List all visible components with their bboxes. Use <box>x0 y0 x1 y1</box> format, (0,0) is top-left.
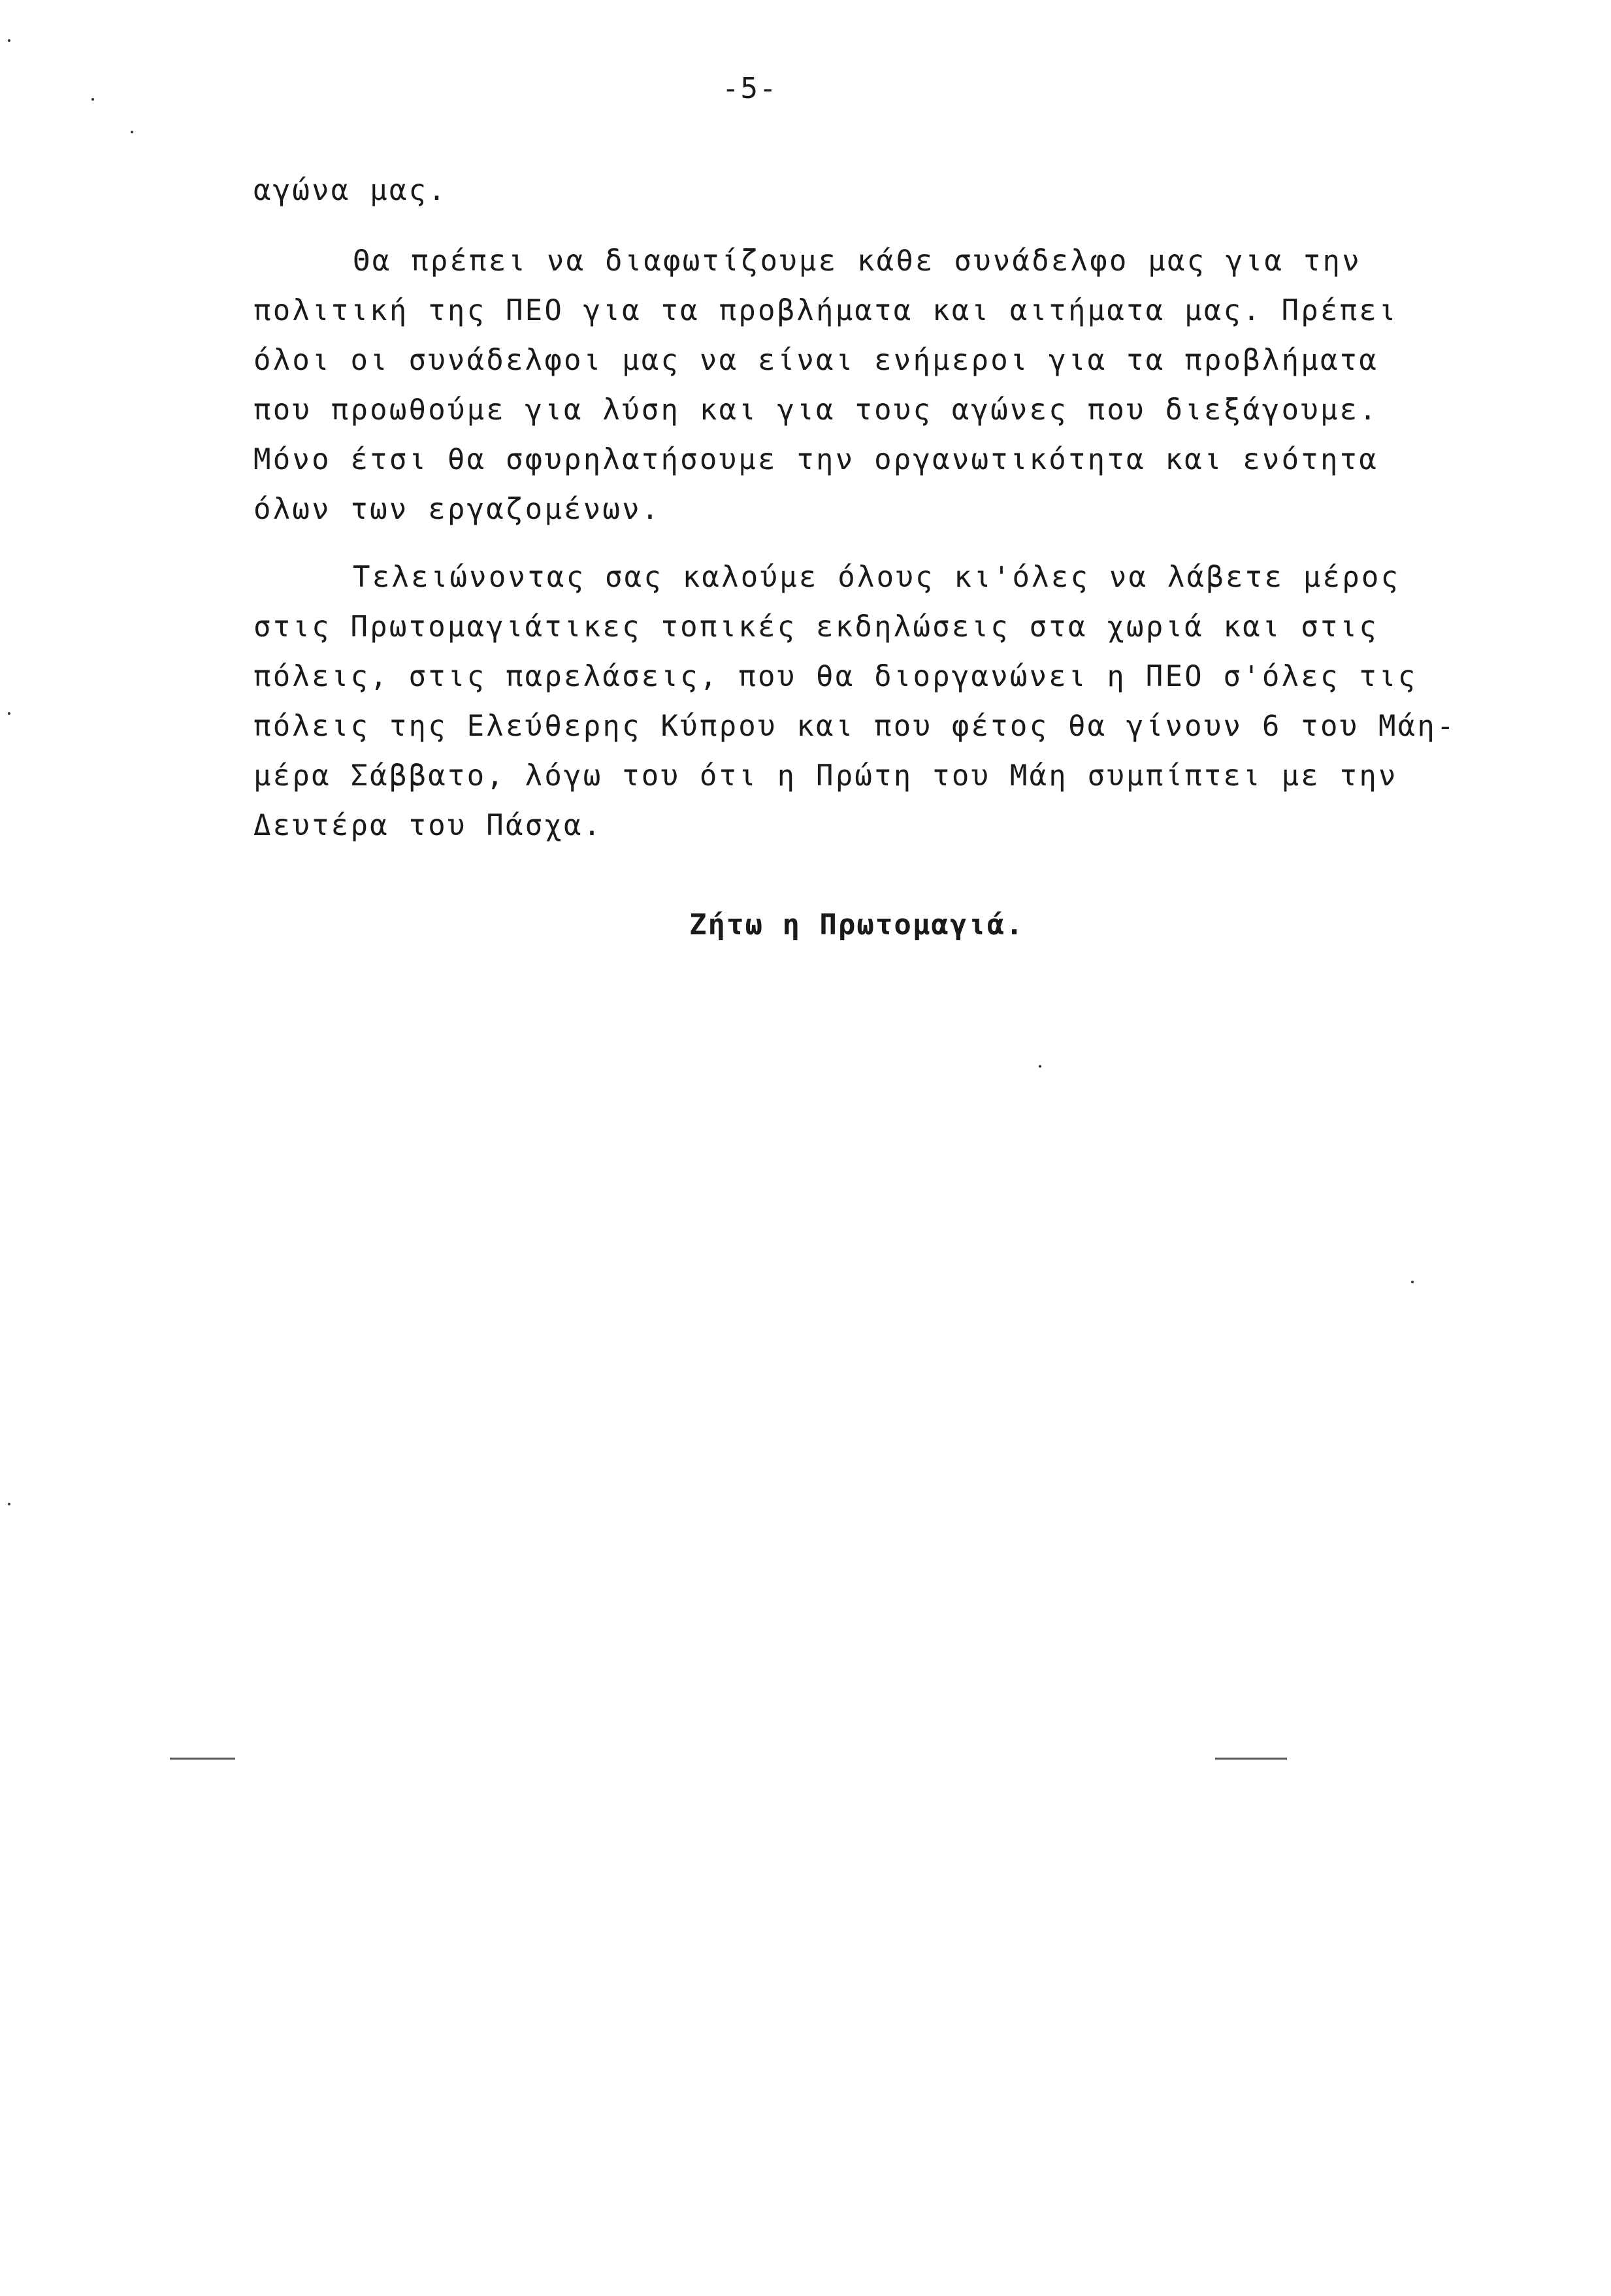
scan-speck <box>131 131 133 133</box>
text-line: πολιτική της ΠΕΟ για τα προβλήματα και αιτήματα μας. Πρέπει <box>253 294 1398 327</box>
text-line: όλων των εργαζομένων. <box>253 493 661 526</box>
text-line: όλοι οι συνάδελφοι μας να είναι ενήμεροι για τα προβλήματα <box>253 344 1379 377</box>
scan-rule-right <box>1215 1758 1287 1760</box>
scan-speck <box>8 39 10 42</box>
scan-speck <box>91 98 94 101</box>
closing-line: Ζήτω η Πρωτομαγιά. <box>689 908 1024 942</box>
page-number: -5- <box>722 72 778 105</box>
scan-rule-left <box>170 1758 235 1760</box>
text-line: Τελειώνοντας σας καλούμε όλους κι'όλες να λάβετε μέρος <box>353 561 1401 594</box>
text-line: πόλεις της Ελεύθερης Κύπρου και που φέτος θα γίνουν 6 του Μάη- <box>253 710 1456 743</box>
text-line: αγώνα μας. <box>253 174 448 207</box>
text-line: πόλεις, στις παρελάσεις, που θα διοργανώνει η ΠΕΟ σ'όλες τις <box>253 660 1418 693</box>
scan-speck <box>8 712 10 715</box>
scan-speck <box>8 1503 10 1505</box>
text-line: Μόνο έτσι θα σφυρηλατήσουμε την οργανωτικότητα και ενότητα <box>253 443 1379 476</box>
scan-speck <box>1039 1065 1041 1068</box>
scan-speck <box>1411 1281 1414 1283</box>
text-line: στις Πρωτομαγιάτικες τοπικές εκδηλώσεις στα χωριά και στις <box>253 610 1379 644</box>
text-line: Θα πρέπει να διαφωτίζουμε κάθε συνάδελφο μας για την <box>353 244 1361 278</box>
text-line: μέρα Σάββατο, λόγω του ότι η Πρώτη του Μάη συμπίπτει με την <box>253 759 1398 793</box>
text-line: Δευτέρα του Πάσχα. <box>253 809 603 842</box>
text-line: που προωθούμε για λύση και για τους αγώνες που διεξάγουμε. <box>253 393 1379 427</box>
